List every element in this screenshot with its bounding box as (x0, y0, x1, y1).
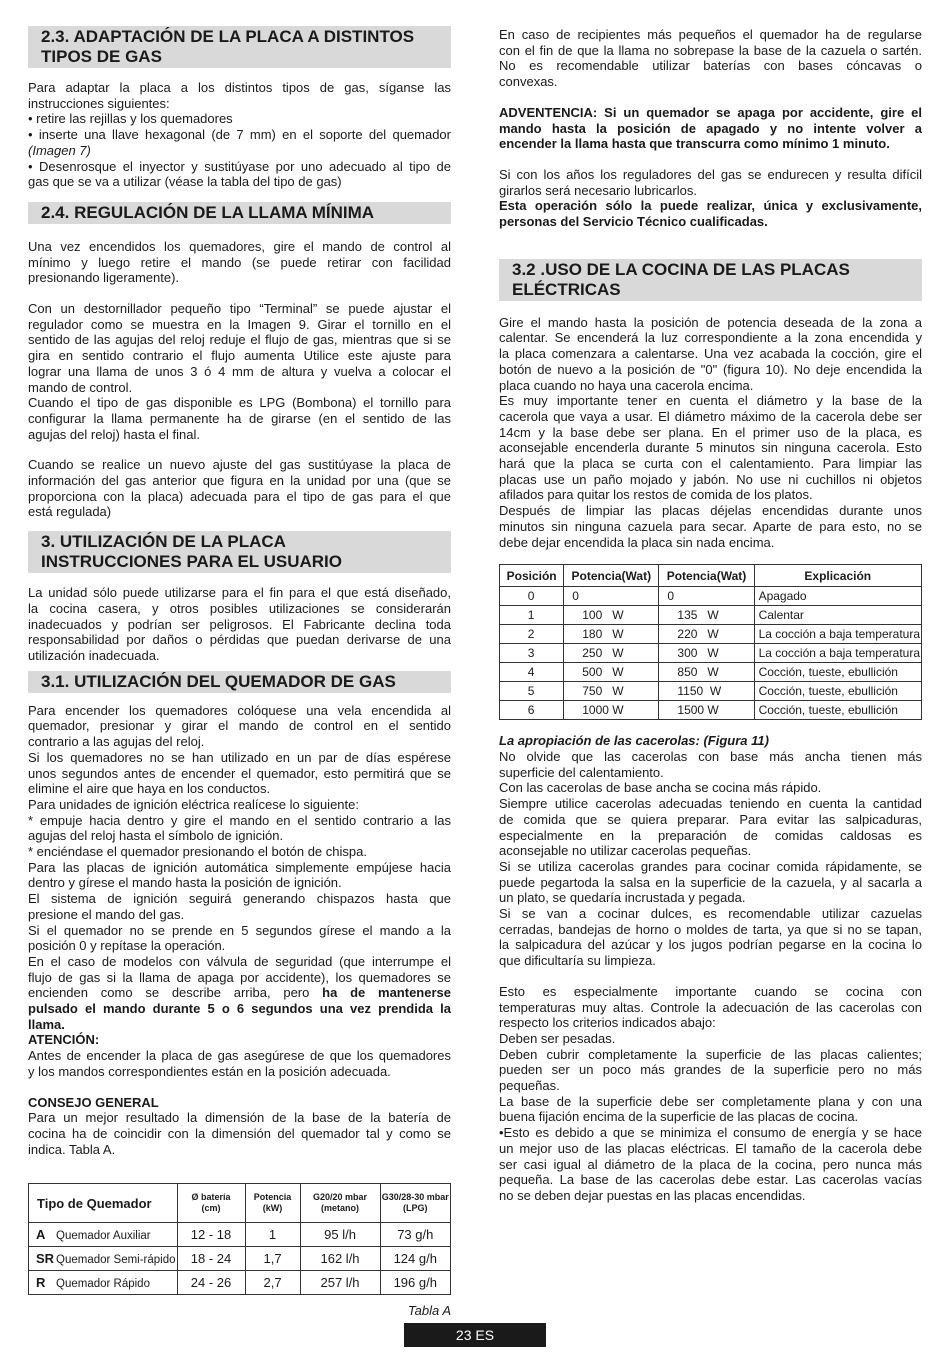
text-line: En caso de recipientes más pequeños el quemador ha de regularse (499, 27, 922, 42)
left-column (28, 26, 451, 1318)
text-line: superficie del calentamiento. (499, 764, 664, 780)
table-row (500, 625, 922, 644)
text-line: Para encender los quemadores colóquese una vela encendida al (28, 702, 451, 718)
tabla-a (28, 1183, 451, 1295)
cacerolas-title: La apropiación de las cacerolas: (Figura 11) (499, 733, 769, 749)
text-line: indica. Tabla A. (28, 1141, 116, 1157)
section-2-4-text-1 (28, 239, 451, 286)
text-line: Si se van a cocinar dulces, es recomendable utilizar cazuelas (499, 906, 922, 922)
text-line: * enciéndase el quemador presionando el botón de chispa. (28, 844, 367, 860)
text-line: quemador, presionar y girar el mando de control en el sentido (28, 718, 451, 734)
text-line: información del gas anterior que figura en la unidad por una (que se (28, 473, 451, 489)
text-line: • retire las rejillas y los quemadores (28, 111, 233, 127)
text-line: debe dejar encendida la placa sin nada encima. (499, 534, 775, 550)
column-header: Posición (500, 565, 564, 587)
text-line: Con las cacerolas de base ancha se cocina más rápido. (499, 780, 822, 796)
text-line: aconsejable encenderla durante 5 minutos sin ninguna cacerola. Esto (499, 440, 922, 456)
table-cell: 1000 W (564, 701, 659, 720)
table-cell: 180 W (564, 625, 659, 644)
text-line: (Imagen 7) (28, 142, 91, 158)
text-line: Deben cubrir completamente la superficie de las placas calientes; (499, 1046, 922, 1062)
importante-text (499, 984, 922, 1204)
intro-text (499, 27, 922, 90)
table-cell: 1 (245, 1223, 300, 1247)
text-line: girarlos será necesario lubricarlos. (499, 182, 697, 198)
advertencia-text (499, 105, 922, 152)
table-cell: 1150 W (659, 682, 754, 701)
text-line: botón de nuevo a la posición de "0" (figura 10). No deje encendida la (499, 361, 922, 377)
text-line: temperaturas muy altas. Controle la adecuación de las cacerolas con (499, 999, 922, 1015)
text-line: agujas del reloj) hasta el final. (28, 426, 200, 442)
text-line: La unidad sólo puede utilizarse para el fin para el que está diseñado, (28, 585, 451, 601)
table-cell: 4 (500, 663, 564, 682)
table-row (500, 587, 922, 606)
text-line: Deben ser pesadas. (499, 1030, 616, 1046)
table-cell: 3 (500, 644, 564, 663)
table-cell: 73 g/h (380, 1223, 450, 1247)
text-line: cerradas, bandejas de horno o moldes de tarta, ya que si no se tapan, (499, 921, 922, 937)
text-line: aconsejable no utilizar cacerolas pequeñas. (499, 843, 752, 859)
text-line: Para adaptar la placa a los distintos tipos de gas, síganse las (28, 80, 451, 95)
text-line: Para las placas de ignición automática simplemente empújese hacia (28, 859, 451, 875)
text-line: encender la llama hasta que transcurra como mínimo 1 minuto. (499, 136, 890, 152)
section-2-4-heading (28, 202, 451, 224)
text-line: Antes de encender la placa de gas asegúrese de que los quemadores (28, 1048, 451, 1064)
section-3-2-heading (499, 259, 922, 301)
text-line: pueden ser un poco más grandes de la superficie pero no más (499, 1062, 922, 1078)
text-line: presionando ligeramente). (28, 270, 180, 286)
text-line: gas que se va a utilizar (véase la tabla del tipo de gas) (28, 174, 342, 190)
text-line: Gire el mando hasta la posición de potencia deseada de la zona a (499, 314, 922, 330)
heading-line: 2.3. ADAPTACIÓN DE LA PLACA A DISTINTOS (41, 27, 415, 46)
text-line: cocina ha de coincidir con la dimensión del quemador tal y como se (28, 1125, 451, 1141)
text-line: Siempre utilice cacerolas adecuadas teniendo en cuenta la cantidad (499, 796, 922, 812)
table-cell: 1 (500, 606, 564, 625)
text-line: especialmente en la preparación de comidas caldosas es (499, 827, 922, 843)
tabla-a-caption: Tabla A (407, 1303, 451, 1319)
table-cell: 162 l/h (300, 1247, 380, 1271)
section-3-1-text (28, 703, 451, 1080)
table-cell: Cocción, tueste, ebullición (754, 663, 921, 682)
text-line: ser casi igual al diámetro de la placa de la cocina, pero nunca más (499, 1156, 922, 1172)
text-line: •Esto es debido a que se minimiza el consumo de energía y se hace (499, 1125, 922, 1141)
heading-line: TIPOS DE GAS (41, 47, 162, 66)
column-header: Potencia(Wat) (659, 565, 754, 587)
bold-segment: ha de mantenerse (322, 985, 451, 1001)
cacerolas-text (499, 733, 922, 969)
table-cell: 196 g/h (380, 1271, 450, 1295)
burner-name: A Quemador Auxiliar (29, 1223, 178, 1247)
table-cell: Apagado (754, 587, 921, 606)
text-line: calentar. Se encenderá la luz correspondiente a la zona encendida y (499, 330, 922, 346)
table-cell: 124 g/h (380, 1247, 450, 1271)
table-cell: 135 W (659, 606, 754, 625)
text-line: respecto los criterios indicados abajo: (499, 1015, 716, 1031)
text-line: Si se utiliza cacerolas grandes para cocinar comida rápidamente, se (499, 858, 922, 874)
table-cell: 2 (500, 625, 564, 644)
table-cell: 220 W (659, 625, 754, 644)
text-line: utilización inadecuada. (28, 647, 160, 663)
section-3-heading (28, 531, 451, 573)
burner-name: SR Quemador Semi-rápido (29, 1247, 178, 1271)
text-line: la placa comenzara a calentarse. Una vez acabada la cocción, gire el (499, 346, 922, 362)
text-line: personas del Servicio Técnico cualificadas. (499, 214, 768, 230)
text-line: lograr una llama de unos 3 ó 4 mm de altura y vuelva a colocar el (28, 363, 451, 379)
text-line: la cocina casera, y otros posibles utilizaciones se considerarán (28, 600, 451, 616)
text-line: y los mandos correspondientes están en la posición adecuada. (28, 1063, 391, 1079)
table-row (500, 644, 922, 663)
text-line: afilados para quitar los restos de comida de los platos. (499, 487, 813, 503)
text-line: • Desenrosque el inyector y sustitúyase por uno adecuado al tipo de (28, 158, 451, 174)
text-line: un plato, se quedaría incrustada y pegada. (499, 890, 746, 906)
text-line: minutos sin ninguna cazuela para secar. Aparte de para esto, no se (499, 518, 922, 534)
text-line: convexas. (499, 74, 558, 90)
column-header: G20/20 mbar (metano) (300, 1184, 380, 1223)
text-line: flujo de gas si la llama de apaga por accidente), los quemadores se (28, 969, 451, 985)
section-3-text (28, 585, 451, 664)
section-2-3-text (28, 80, 451, 190)
text-line: elimine el aire que haya en los conductos. (28, 781, 271, 797)
column-header: Explicación (754, 565, 921, 587)
table-row (500, 682, 922, 701)
table-cell: 100 W (564, 606, 659, 625)
heading-line: INSTRUCCIONES PARA EL USUARIO (41, 552, 342, 572)
text-line: sentido de las agujas del reloj reduje el flujo de gas, mientras que si se (28, 332, 451, 348)
table-cell: Calentar (754, 606, 921, 625)
text-line: pequeña. La base de las cacerolas debe estar. Las cacerolas vacías (499, 1172, 922, 1188)
text-line: • inserte una llave hexagonal (de 7 mm) en el soporte del quemador (28, 127, 451, 143)
text-line: no se deben dejar puestas en las placas encendidas. (499, 1187, 806, 1203)
text-line: Si el quemador no se prende en 5 segundos gírese el mando a la (28, 922, 451, 938)
heading-line: 3.1. UTILIZACIÓN DEL QUEMADOR DE GAS (41, 671, 396, 691)
text-line: Para unidades de ignición eléctrica realícese lo siguiente: (28, 796, 359, 812)
text-segment: encienden como se describe arriba, pero (28, 985, 310, 1001)
text-line: En el caso de modelos con válvula de seguridad (que interrumpe el (28, 953, 451, 969)
text-line: Cuando el tipo de gas disponible es LPG (Bombona) el tornillo para (28, 395, 451, 411)
table-row (500, 701, 922, 720)
table-cell: 2,7 (245, 1271, 300, 1295)
text-line: puede pegartoda la salsa en la superficie de la cazuela, y al sacarla a (499, 874, 922, 890)
table-cell: 1500 W (659, 701, 754, 720)
text-line: * empuje hacia dentro y gire el mando en el sentido contrario a las (28, 812, 451, 828)
table-cell: La cocción a baja temperatura (754, 644, 921, 663)
text-line: placa cuando no haya una cacerola encima. (499, 377, 754, 393)
text-line: Esto es especialmente importante cuando se cocina con (499, 983, 922, 999)
column-header: G30/28-30 mbar (LPG) (380, 1184, 450, 1223)
text-line: Con un destornillador pequeño tipo “Terminal” se puede ajustar el (28, 301, 451, 317)
text-line: llama. (28, 1016, 65, 1032)
text-line: dentro y gírese el mando hasta la posición de ignición. (28, 875, 342, 891)
table-header-row (29, 1184, 451, 1223)
text-line: Después de limpiar las placas déjelas encendidas durante unos (499, 503, 922, 519)
text-line: la salpicadura del azúcar y los jugos podrían pegarse en la cocina lo (499, 937, 922, 953)
table-cell: 750 W (564, 682, 659, 701)
section-2-3-heading (28, 26, 451, 68)
text-line: La base de la superficie debe ser completamente plana y con una (499, 1093, 922, 1109)
text-line: unos segundos antes de encender el quemador, esto permitirá que se (28, 765, 451, 781)
table-header-row (500, 565, 922, 587)
table-cell: La cocción a baja temperatura (754, 625, 921, 644)
column-header: Ø batería (cm) (177, 1184, 245, 1223)
right-column (499, 26, 922, 1204)
text-line: hará que la placa se curta con el calentamiento. Para limpiar las (499, 456, 922, 472)
text-line: Si los quemadores no se han utilizado en un par de días espérese (28, 749, 451, 765)
text-line: contrario a las agujas del reloj. (28, 734, 205, 750)
burner-name: R Quemador Rápido (29, 1271, 178, 1295)
table-row (29, 1223, 451, 1247)
text-line: mínimo y luego retire el mando (se puede retirar con facilidad (28, 254, 451, 270)
text-line: regulador como se muestra en la Imagen 9. Girar el tornillo en el (28, 316, 451, 332)
text-line: de comida que se quiera preparar. Para evitar las salpicaduras, (499, 811, 922, 827)
text-line: buena fijación encima de la superficie de las placas de cocina. (499, 1109, 859, 1125)
table-cell: 5 (500, 682, 564, 701)
text-line: pequeñas. (499, 1078, 560, 1094)
table-cell: Cocción, tueste, ebullición (754, 682, 921, 701)
text-line: Si con los años los reguladores del gas se endurecen y resulta difícil (499, 166, 922, 182)
section-3-1-heading (28, 671, 451, 693)
table-cell: 18 - 24 (177, 1247, 245, 1271)
text-line: presione el mando del gas. (28, 906, 185, 922)
text-line: Cuando se realice un nuevo ajuste del gas sustitúyase la placa de (28, 457, 451, 473)
column-header: Potencia(Wat) (564, 565, 659, 587)
table-cell: 24 - 26 (177, 1271, 245, 1295)
consejo-general (28, 1095, 451, 1158)
heading-line: 3.2 .USO DE LA COCINA DE LAS PLACAS (512, 259, 850, 279)
text-line: Una vez encendidos los quemadores, gire el mando de control al (28, 238, 451, 254)
text-line: ADVENTENCIA: Si un quemador se apaga por accidente, gire el (499, 104, 922, 120)
page-number: 23 ES (404, 1323, 546, 1347)
table-cell: 6 (500, 701, 564, 720)
table-cell: 0 (659, 587, 754, 606)
text-line: instrucciones siguientes: (28, 95, 170, 111)
table-cell: 0 (500, 587, 564, 606)
text-line: No olvide que las cacerolas con base más ancha tienen más (499, 748, 922, 764)
reguladores-text (499, 167, 922, 230)
table-cell: 12 - 18 (177, 1223, 245, 1247)
text-line: Para un mejor resultado la dimensión de la base de la batería de (28, 1110, 451, 1126)
text-line: No es recomendable utilizar baterías con bases cóncavas o (499, 58, 922, 74)
text-line: pulsado el mando durante 5 o 6 segundos una vez prendida la (28, 1001, 451, 1017)
table-cell: 95 l/h (300, 1223, 380, 1247)
text-line: mando hasta la posición de apagado y no intente volver a (499, 120, 922, 136)
text-line: agujas del reloj hasta el símbolo de ignición. (28, 828, 284, 844)
text-line: gira en sentido contrario el flujo aumenta Utilice este ajuste para (28, 348, 451, 364)
heading-line: 3. UTILIZACIÓN DE LA PLACA (41, 532, 286, 552)
text-line: responsabilidad por daños o pérdidas que puedan derivarse de una (28, 632, 451, 648)
text-line: cacerola que vaya a usar. El diámetro máximo de la cacerola debe ser (499, 408, 922, 424)
table-cell: 500 W (564, 663, 659, 682)
table-cell: 850 W (659, 663, 754, 682)
atencion-label: ATENCIÓN: (28, 1032, 100, 1048)
text-line: que dificultaría su limpieza. (499, 953, 656, 969)
text-line: con el fin de que la llama no sobrepase la base de la cazuela o sartén. (499, 42, 922, 58)
tabla-potencia (499, 564, 922, 720)
section-2-4-text-3 (28, 457, 451, 520)
table-cell: Cocción, tueste, ebullición (754, 701, 921, 720)
text-line: proporciona con la placa) adecuada para el tipo de gas para el que (28, 488, 451, 504)
table-row (29, 1247, 451, 1271)
table-cell: 0 (564, 587, 659, 606)
text-line (28, 985, 451, 1001)
text-line: placas use un paño mojado y jabón. No use ni cuchillos ni objetos (499, 471, 922, 487)
column-header: Tipo de Quemador (29, 1184, 178, 1223)
table-row (500, 663, 922, 682)
text-line: está regulada) (28, 504, 112, 520)
text-line: un mejor uso de las placas eléctricas. El tamaño de la cacerola debe (499, 1140, 922, 1156)
section-2-4-text-2 (28, 301, 451, 442)
text-line: inadecuados y podrían ser peligrosos. El Fabricante declina toda (28, 616, 451, 632)
table-cell: 250 W (564, 644, 659, 663)
text-line: El sistema de ignición seguirá generando chispazos hasta que (28, 891, 451, 907)
text-line: Esta operación sólo la puede realizar, única y exclusivamente, (499, 198, 922, 214)
text-line: Es muy importante tener en cuenta el diámetro y la base de la (499, 393, 922, 409)
table-row (500, 606, 922, 625)
heading-line: 2.4. REGULACIÓN DE LA LLAMA MÍNIMA (41, 202, 375, 222)
table-row (29, 1271, 451, 1295)
text-line: posición 0 y repítase la operación. (28, 938, 226, 954)
text-line: configurar la llama permanente ha de girarse (en el sentido de las (28, 410, 451, 426)
heading-line: ELÉCTRICAS (512, 279, 621, 299)
column-header: Potencia (kW) (245, 1184, 300, 1223)
text-line: 14cm y la base debe ser plana. En el primer uso de la placa, es (499, 424, 922, 440)
table-cell: 257 l/h (300, 1271, 380, 1295)
consejo-label: CONSEJO GENERAL (28, 1094, 159, 1110)
table-cell: 1,7 (245, 1247, 300, 1271)
table-cell: 300 W (659, 644, 754, 663)
text-line: mando de control. (28, 379, 133, 395)
section-3-2-text (499, 315, 922, 551)
